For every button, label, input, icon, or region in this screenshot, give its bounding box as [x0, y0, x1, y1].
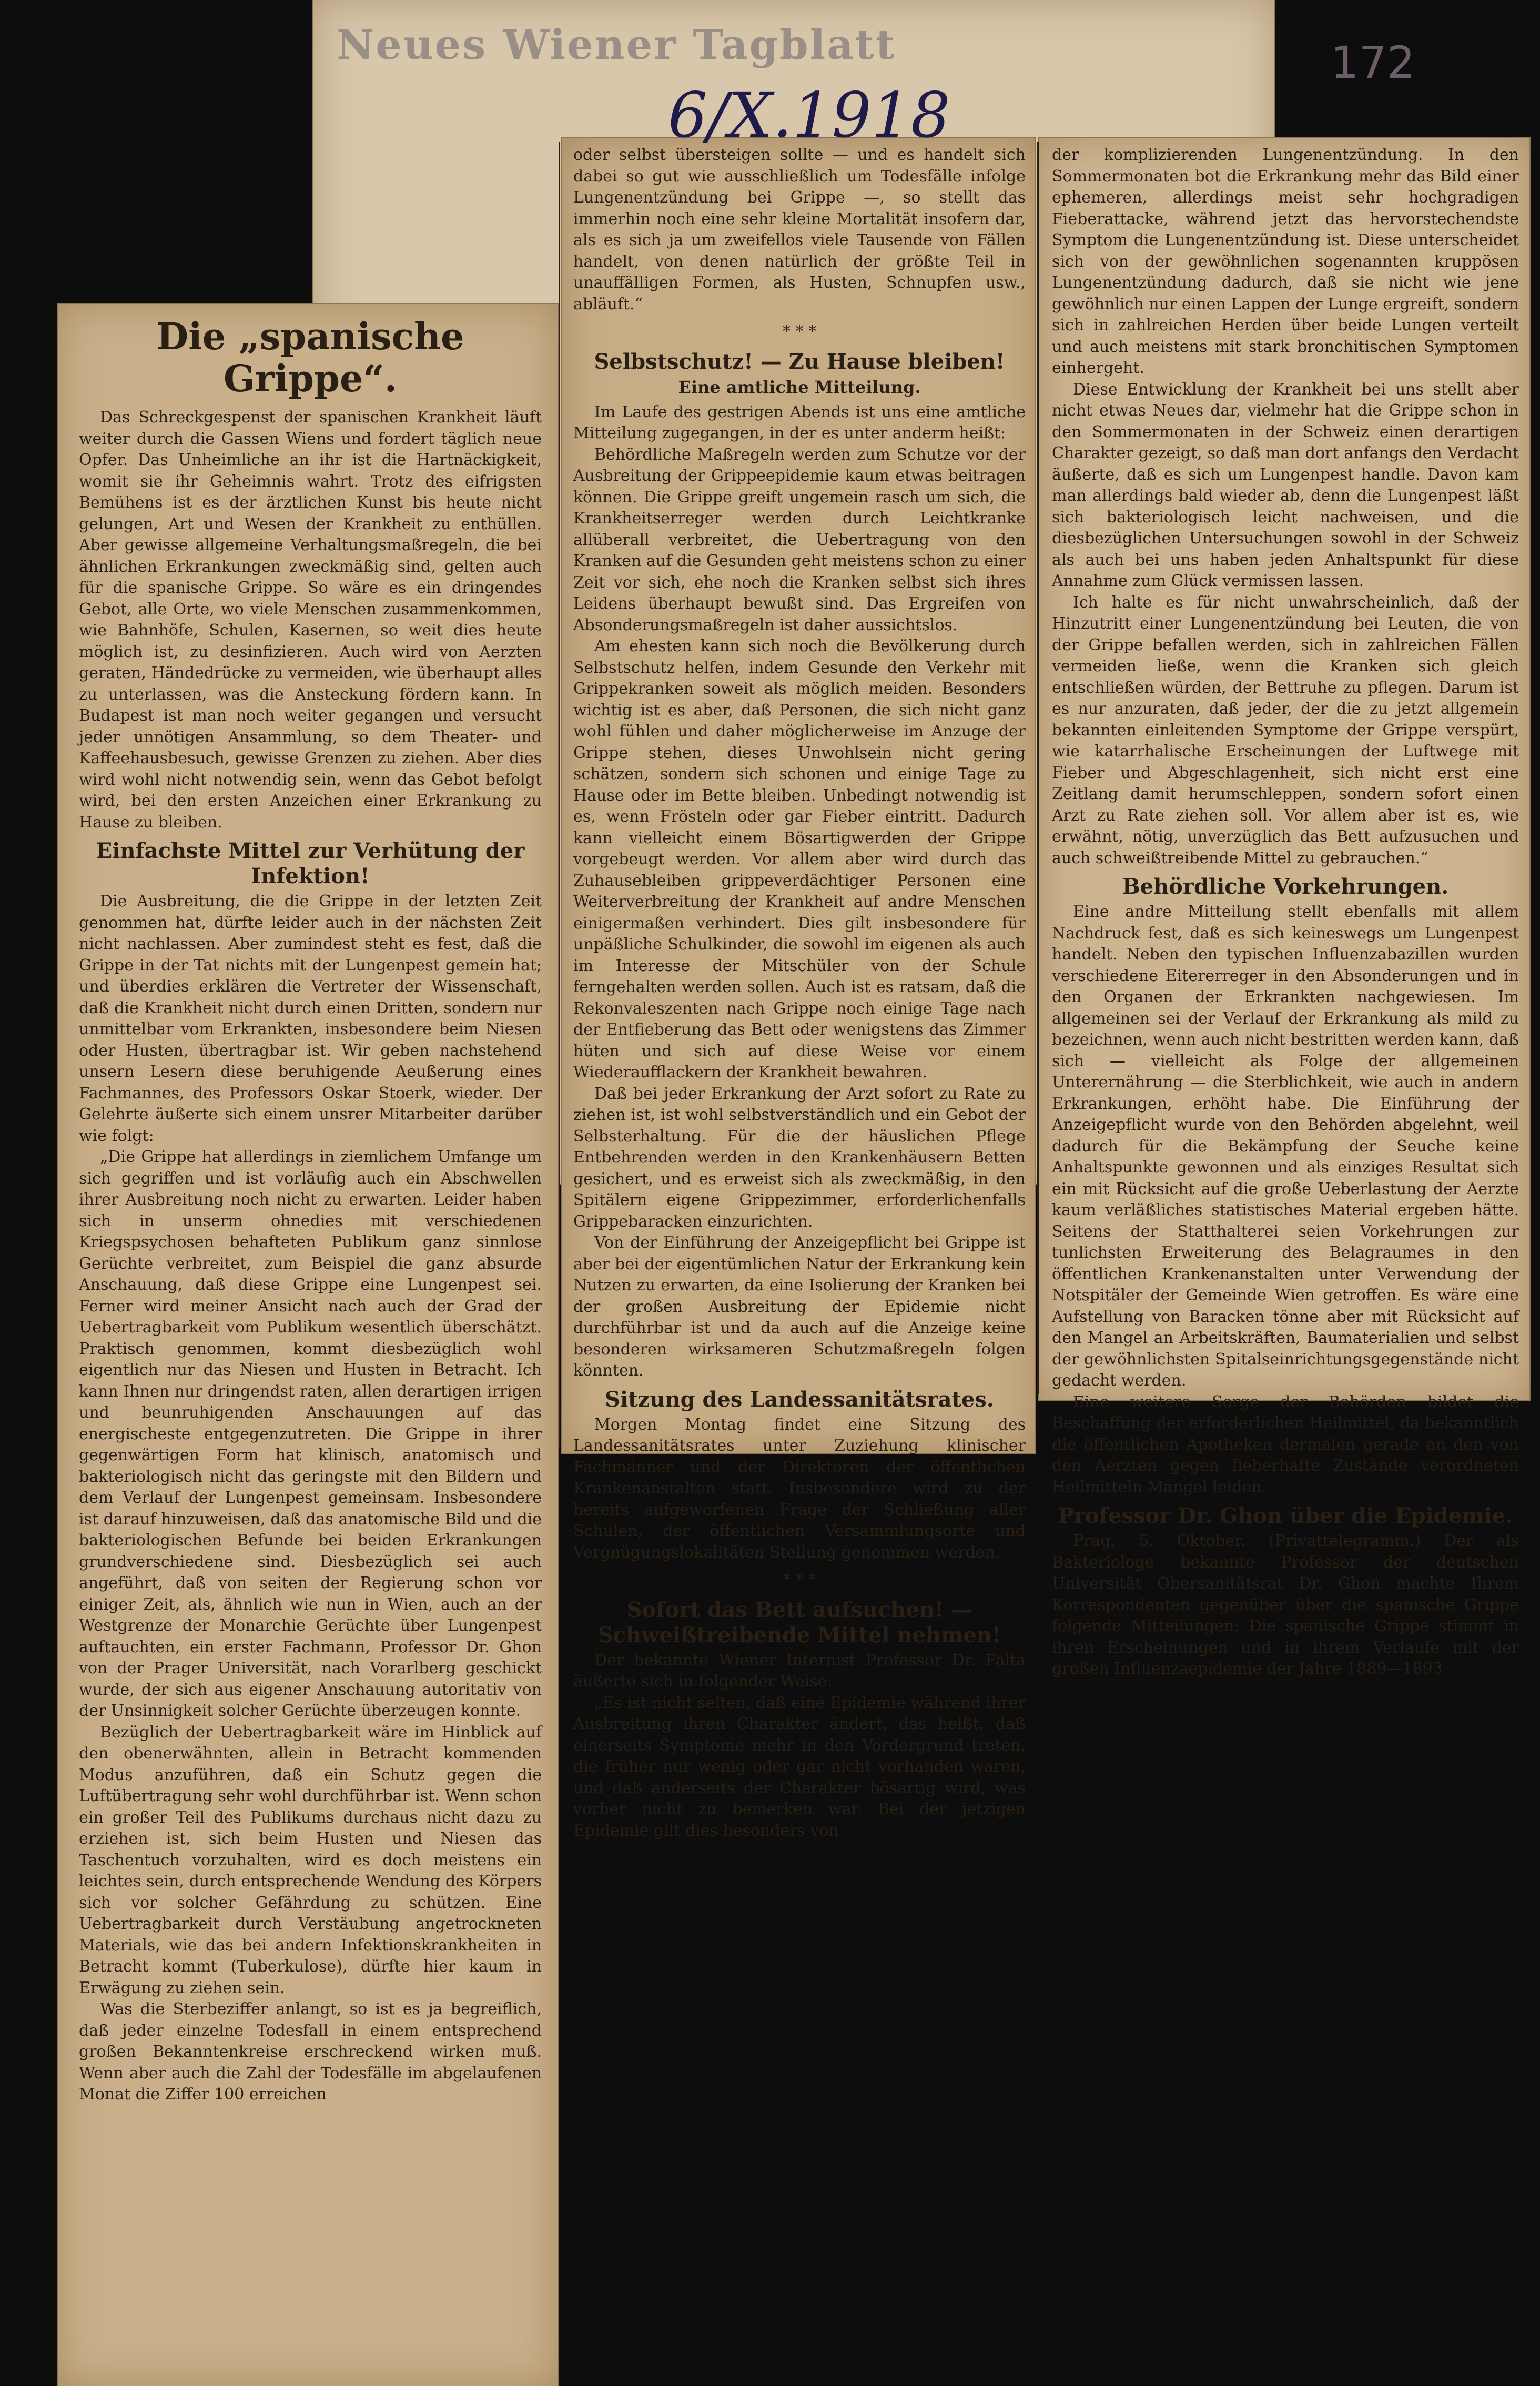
paragraph: Das Schreckgespenst der spanischen Krankheit läuft weiter durch die Gassen Wiens und fordert täglich neue Opfer. Das Unheimliche an ihr ist die Hartnäckigkeit, womit sie ihr Geheimnis wahrt. Trotz des eifrigsten Bemühens ist es der ärztlichen Kunst bis heute nicht gelungen, Art und Wesen der Krankheit zu enthüllen. Aber gewisse allgemeine Verhaltungsmaßregeln, die bei ähnlichen Erkrankungen zweckmäßig sind, gelten auch für die spanische Grippe. So wäre es ein dringendes Gebot, alle Orte, wo viele Menschen zusammenkommen, wie Bahnhöfe, Schulen, Kasernen, so weit dies heute möglich ist, zu desinfizieren. Auch wird von Aerzten geraten, Händedrücke zu vermeiden, wie überhaupt alles zu unterlassen, was die Ansteckung fördern kann. In Budapest ist man noch weiter gegangen und versucht jeder unnötigen Ansammlung, so dem Theater- und Kaffeehausbesuch, gewisse Grenzen zu ziehen. Aber dies wird wohl nicht notwendig sein, wenn das Gebot befolgt wird, bei den ersten Anzeichen einer Erkrankung zu Hause zu bleiben.	[79, 408, 542, 832]
handwritten-date: 6/X.1918	[668, 79, 950, 151]
paragraph: Der bekannte Wiener Internist Professor Dr. Falta äußerte sich in folgender Weise:	[573, 1651, 1026, 1691]
paragraph: Daß bei jeder Erkrankung der Arzt sofort zu Rate zu ziehen ist, ist wohl selbstverständlich und ein Gebot der Selbsterhaltung. Für die der häuslichen Pflege Entbehrenden werden in den Krankenhäusern Betten gesichert, und es erweist sich als zweckmäßig, in den Spitälern eigene Grippezimmer, erforderlichenfalls Grippebaracken einzurichten.	[573, 1084, 1026, 1231]
paragraph: Morgen Montag findet eine Sitzung des Landessanitätsrates unter Zuziehung klinischer Fachmänner und der Direktoren der öffentlichen Krankenanstalten statt. Insbesondere wird zu der bereits aufgeworfenen Frage der Schließung aller Schulen, der öffentlichen Versammlungsorte und Vergnügungslokalitäten Stellung genommen werden.	[573, 1415, 1026, 1562]
paragraph: Bezüglich der Uebertragbarkeit wäre im Hinblick auf den obenerwähnten, allein in Betracht kommenden Modus anzuführen, daß ein Schutz gegen die Luftübertragung sehr wohl durchführbar ist. Wenn schon ein großer Teil des Publikums durchaus nicht dazu zu erziehen ist, sich beim Husten und Niesen das Taschentuch vorzuhalten, wird es doch meistens ein leichtes sein, durch entsprechende Wendung des Körpers sich vor solcher Gefährdung zu schützen. Eine Uebertragbarkeit durch Verstäubung angetrockneten Materials, wie das bei andern Infektionskrankheiten in Betracht kommt (Tuberkulose), dürfte hier kaum in Erwägung zu ziehen sein.	[79, 1723, 542, 1997]
section-heading: Sitzung des Landessanitätsrates.	[605, 1387, 994, 1412]
paragraph: „Die Grippe hat allerdings in ziemlichem Umfange um sich gegriffen und ist vorläufig auch ein Abschwellen ihrer Ausbreitung noch nicht zu erwarten. Leider haben sich in unserm ohnedies mit verschiedenen Kriegspsychosen behafteten Publikum ganz sinnlose Gerüchte verbreitet, zum Beispiel die ganz absurde Anschauung, daß diese Grippe eine Lungenpest sei. Ferner wird meiner Ansicht nach auch der Grad der Uebertragbarkeit vom Publikum wesentlich überschätzt. Praktisch genommen, kommt diesbezüglich wohl eigentlich nur das Niesen und Husten in Betracht. Ich kann Ihnen nur dringendst raten, allen derartigen irrigen und beunruhigenden Anschauungen auf das energischeste entgegenzutreten. Die Grippe in ihrer gegenwärtigen Form hat klinisch, anatomisch und bakteriologisch nicht das geringste mit den Bildern und dem Verlauf der Lungenpest gemeinsam. Insbesondere ist darauf hinzuweisen, daß das anatomische Bild und die bakteriologischen Befunde bei beiden Erkrankungen grundverschiedene sind. Diesbezüglich sei auch angeführt, daß von seiten der Regierung schon vor einiger Zeit, als, ähnlich wie nun in Wien, auch an der Westgrenze der Monarchie Gerüchte über Lungenpest auftauchten, ein erster Fachmann, Professor Dr. Ghon von der Prager Universität, nach Vorarlberg geschickt wurde, der sich aus eigener Anschauung autoritativ von der Unsinnigkeit solcher Gerüchte überzeugen konnte.	[79, 1148, 542, 1720]
paragraph: Prag, 5. Oktober. (Privattelegramm.) Der als Bakteriologe bekannte Professor der deutschen Universität Obersanitätsrat Dr. Ghon machte Ihrem Korrespondenten gegenüber über die spanische Grippe folgende Mitteilungen: Die spanische Grippe stimmt in ihren Erscheinungen und in ihrem Verlaufe mit der großen Influenzaepidemie der Jahre 1889—1893	[1052, 1532, 1519, 1678]
paragraph: Ich halte es für nicht unwahrscheinlich, daß der Hinzutritt einer Lungenentzündung bei Leuten, die von der Grippe befallen werden, sich in zahlreichen Fällen vermeiden ließe, wenn die Kranken sich gleich entschließen würden, der Bettruhe zu pflegen. Darum ist es nur anzuraten, daß jeder, der die zu jetzt allgemein bekannten einleitenden Symptome der Grippe verspürt, wie katarrhalische Erscheinungen der Luftwege mit Fieber und Abgeschlagenheit, sich nicht erst eine Zeitlang damit herumschleppen, sondern sofort einen Arzt zu Rate ziehen soll. Vor allem aber ist es, wie erwähnt, nötig, unverzüglich das Bett aufzusuchen und auch schweißtreibende Mittel zu gebrauchen.“	[1052, 593, 1519, 867]
paragraph: Von der Einführung der Anzeigepflicht bei Grippe ist aber bei der eigentümlichen Natur der Erkrankung kein Nutzen zu erwarten, da eine Isolierung der Kranken bei der großen Ausbreitung der Epidemie nicht durchführbar ist und da auch auf die Anzeige keine besonderen wirksameren Schutzmaßregeln folgen könnten.	[573, 1234, 1026, 1380]
paragraph: oder selbst übersteigen sollte — und es handelt sich dabei so gut wie ausschließlich um Todesfälle infolge Lungenentzündung bei Grippe —, so stellt das immerhin noch eine sehr kleine Mortalität insofern dar, als es sich ja um zweifellos viele Tausende von Fällen handelt, von denen natürlich der größte Teil in unauffälligen Formen, als Husten, Schnupfen usw., abläuft.“	[573, 146, 1026, 314]
paragraph: Eine andre Mitteilung stellt ebenfalls mit allem Nachdruck fest, daß es sich keineswegs um Lungenpest handelt. Neben den typischen Influenzabazillen wurden verschiedene Eitererreger in den Absonderungen und in den Organen der Erkrankten nachgewiesen. Im allgemeinen sei der Verlauf der Erkrankung als mild zu bezeichnen, wenn auch nicht bestritten werden kann, daß sich — vielleicht als Folge der allgemeinen Unterernährung — die Sterblichkeit, wie auch in andern Erkrankungen, erhöht habe. Die Einführung der Anzeigepflicht wurde von den Behörden abgelehnt, weil dadurch für die Bekämpfung der Seuche keine Anhaltspunkte gewonnen und als einziges Resultat sich ein mit Rücksicht auf die große Ueberlastung der Aerzte kaum verläßliches statistisches Material ergeben hätte. Seitens der Statthalterei seien Vorkehrungen zur tunlichsten Erweiterung des Belagraumes in den öffentlichen Krankenanstalten unter Verwendung der Notspitäler der Gemeinde Wien getroffen. Es wäre eine Aufstellung von Baracken tönne aber mit Rücksicht auf den Mangel an Arbeitskräften, Baumaterialien und selbst der gewöhnlichsten Spitalseinrichtungsgegenstände nicht gedacht werden.	[1052, 903, 1519, 1390]
paragraph: „Es ist nicht selten, daß eine Epidemie während ihrer Ausbreitung ihren Charakter ändert, das heißt, daß einerseits Symptome mehr in den Vordergrund treten, die früher nur wenig oder gar nicht vorhanden waren, und daß anderseits der Charakter bösartig wird, was vorher nicht zu bemerken war. Bei der jetzigen Epidemie gilt dies besonders von	[573, 1693, 1026, 1840]
article-column-middle	[573, 145, 1026, 1840]
section-heading: Behördliche Vorkehrungen.	[1122, 874, 1449, 899]
paragraph: Eine weitere Sorge der Behörden bildet die Beschaffung der erforderlichen Heilmittel, da bekanntlich die öffentlichen Apotheken dermalen gerade an den von den Aerzten gegen fieberhafte Zustände verordneten Heilmitteln Mangel leiden.	[1052, 1392, 1519, 1497]
newspaper-masthead: Neues Wiener Tagblatt	[337, 21, 896, 69]
section-heading: Sofort das Bett aufsuchen! — Schweißtreibende Mittel nehmen!	[597, 1597, 1001, 1647]
article-title: Die „spanische Grippe“.	[156, 315, 464, 400]
article-column-right	[1052, 145, 1519, 1678]
paragraph: Am ehesten kann sich noch die Bevölkerung durch Selbstschutz helfen, indem Gesunde den Verkehr mit Grippekranken soweit als möglich meiden. Besonders wichtig ist es aber, daß Personen, die sich nicht ganz wohl fühlen und daher möglicherweise im Anzuge der Grippe stehen, dieses Unwohlsein nicht gering schätzen, sondern sich schonen und einige Tage zu Hause oder im Bette bleiben. Unbedingt notwendig ist es, wenn Frösteln oder gar Fieber eintritt. Dadurch kann vielleicht einem Bösartigwerden der Grippe vorgebeugt werden. Vor allem aber wird durch das Zuhausebleiben grippeverdächtiger Personen eine Weiterverbreitung der Krankheit auf andre Menschen einigermaßen verhindert. Dies gilt insbesondere für unpäßliche Schulkinder, die sowohl im eigenen als auch im Interesse der Mitschüler von der Schule ferngehalten werden sollen. Auch ist es ratsam, daß die Rekonvaleszenten nach Grippe noch einige Tage nach der Entfieberung das Bett oder wenigstens das Zimmer hüten und sich auf diese Weise vor einem Wiederaufflackern der Krankheit bewahren.	[573, 637, 1026, 1081]
section-heading: Selbstschutz! — Zu Hause bleiben!	[594, 349, 1005, 374]
column-rule	[559, 142, 560, 1447]
paragraph: Die Ausbreitung, die die Grippe in der letzten Zeit genommen hat, dürfte leider auch in der nächsten Zeit nicht nachlassen. Aber zumindest steht es fest, daß die Grippe in der Tat nichts mit der Lungenpest gemein hat; und überdies erklären die Vertreter der Wissenschaft, daß die Krankheit nicht durch einen Dritten, sondern nur unmittelbar vom Erkrankten, insbesondere beim Niesen oder Husten, übertragbar ist. Wir geben nachstehend unsern Lesern diese beruhigende Aeußerung eines Fachmannes, des Professors Oskar Stoerk, wieder. Der Gelehrte äußerte sich einem unsrer Mitarbeiter darüber wie folgt:	[79, 892, 542, 1145]
section-heading: Einfachste Mittel zur Verhütung der Infektion!	[96, 838, 525, 888]
section-separator: * * *	[782, 1571, 817, 1589]
section-separator: * * *	[782, 322, 817, 341]
column-rule	[1037, 142, 1039, 1394]
section-subheading: Eine amtliche Mitteilung.	[678, 377, 921, 397]
paragraph: Was die Sterbeziffer anlangt, so ist es ja begreiflich, daß jeder einzelne Todesfall in einem entsprechend großen Bekanntenkreise erschreckend wirken muß. Wenn aber auch die Zahl der Todesfälle im abgelaufenen Monat die Ziffer 100 erreichen	[79, 2000, 542, 2104]
paragraph: Im Laufe des gestrigen Abends ist uns eine amtliche Mitteilung zugegangen, in der es unter anderm heißt:	[573, 402, 1026, 442]
section-heading: Professor Dr. Ghon über die Epidemie.	[1058, 1503, 1513, 1528]
paragraph: der komplizierenden Lungenentzündung. In den Sommermonaten bot die Erkrankung mehr das Bild einer ephemeren, allerdings meist sehr hochgradigen Fieberattacke, während jetzt das hervorstechendste Symptom die Lungenentzündung ist. Diese unterscheidet sich von der gewöhnlichen sogenannten kruppösen Lungenentzündung dadurch, daß sie nicht wie jene gewöhnlich nur einen Lappen der Lunge ergreift, sondern sich in zahlreichen Herden über beide Lungen verteilt und auch meistens mit stark bronchitischen Symptomen einhergeht.	[1052, 146, 1519, 377]
handwritten-page-number: 172	[1331, 37, 1415, 88]
article-column-left	[79, 316, 542, 2372]
paragraph: Behördliche Maßregeln werden zum Schutze vor der Ausbreitung der Grippeepidemie kaum etwas beitragen können. Die Grippe greift ungemein rasch um sich, die Krankheitserreger werden durch Leichtkranke allüberall verbreitet, die Uebertragung von den Kranken auf die Gesunden geht meistens schon zu einer Zeit vor sich, ehe noch die Kranken selbst sich ihres Leidens überhaupt bewußt sind. Das Ergreifen von Absonderungsmaßregeln ist daher aussichtslos.	[573, 445, 1026, 634]
paragraph: Diese Entwicklung der Krankheit bei uns stellt aber nicht etwas Neues dar, vielmehr hat die Grippe schon in den Sommermonaten in der Schweiz einen derartigen Charakter gezeigt, so daß man dort anfangs den Verdacht äußerte, daß es sich um Lungenpest handle. Davon kam man allerdings bald wieder ab, denn die Lungenpest läßt sich bakteriologisch leicht nachweisen, und die diesbezüglichen Untersuchungen sowohl in der Schweiz als auch bei uns haben jeden Anhaltspunkt für diese Annahme zum Glück vermissen lassen.	[1052, 380, 1519, 590]
